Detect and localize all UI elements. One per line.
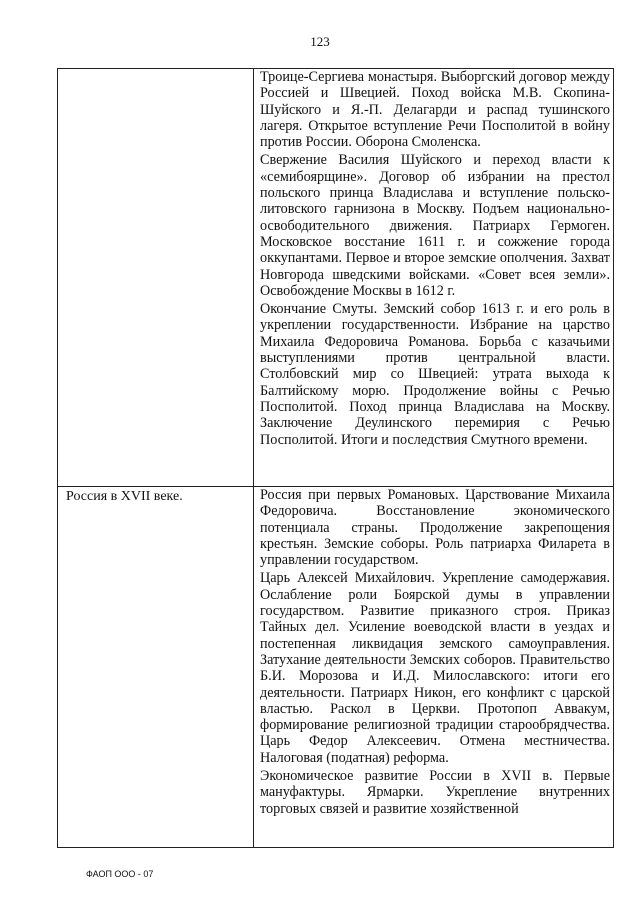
paragraph: Троице-Сергиева монастыря. Выборгский договор между Россией и Швецией. Поход войска М.В. Скопина-Шуйского и Я.-П. Делагарди и распад тушинского лагеря. Открытое вступление Речи Посполитой в войну против России. Оборона Смоленска. <box>260 69 610 151</box>
paragraph: Экономическое развитие России в XVII в. Первые мануфактуры. Ярмарки. Укрепление внутренних торговых связей и развитие хозяйственной <box>260 768 610 817</box>
paragraph: Окончание Смуты. Земский собор 1613 г. и его роль в укреплении государственности. Избрание на царство Михаила Федоровича Романова. Борьба с казачьими выступлениями против центральной власти. Столбовский мир со Швецией: утрата выхода к Балтийскому морю. Продолжение войны с Речью Посполитой. Поход принца Владислава на Москву. Заключение Деулинского перемирия с Речью Посполитой. Итоги и последствия Смутного времени. <box>260 301 610 448</box>
page-number: 123 <box>310 34 330 49</box>
paragraph: Царь Алексей Михайлович. Укрепление самодержавия. Ослабление роли Боярской думы в управлении государством. Развитие приказного строя. Приказ Тайных дел. Усиление воеводской власти в уездах и постепенная ликвидация земского самоуправления. Затухание деятельности Земских соборов. Правительство Б.И. Морозова и И.Д. Милославского: итоги его деятельности. Патриарх Никон, его конфликт с царской властью. Раскол в Церкви. Протопоп Аввакум, формирование религиозной традиции старообрядчества. Царь Федор Алексеевич. Отмена местничества. Налоговая (податная) реформа. <box>260 570 610 766</box>
row-2-content <box>260 487 610 819</box>
footer-code: ФАОП ООО - 07 <box>86 869 154 879</box>
paragraph: Свержение Василия Шуйского и переход власти к «семибоярщине». Договор об избрании на престол польского принца Владислава и вступление польско-литовского гарнизона в Москву. Подъем национально-освободительного движения. Патриарх Гермоген. Московское восстание 1611 г. и сожжение города оккупантами. Первое и второе земские ополчения. Захват Новгорода шведскими войсками. «Совет всея земли». Освобождение Москвы в 1612 г. <box>260 152 610 299</box>
row-1-content <box>260 69 610 450</box>
column-divider <box>253 69 254 847</box>
paragraph: Россия при первых Романовых. Царствование Михаила Федоровича. Восстановление экономического потенциала страны. Продолжение закрепощения крестьян. Земские соборы. Роль патриарха Филарета в управлении государством. <box>260 487 610 569</box>
curriculum-table <box>57 68 614 848</box>
row-2-topic: Россия в XVII веке. <box>66 489 183 504</box>
